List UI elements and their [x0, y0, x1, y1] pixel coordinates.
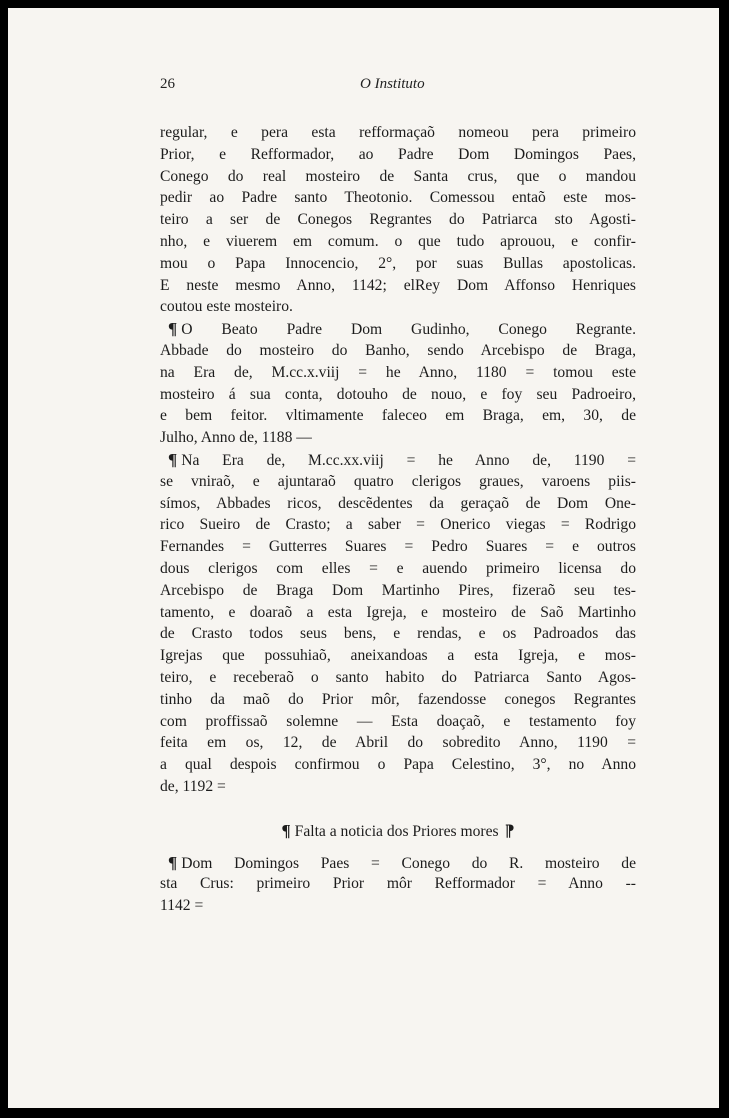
text-line: Julho, Anno de, 1188 — [160, 429, 312, 447]
text-line: com proffissaõ solemne — Esta doaçaõ, e testamento foy [160, 712, 636, 730]
page-number: 26 [160, 76, 175, 92]
text-line [160, 449, 636, 471]
text-line-content: Dom Domingos Paes = Conego do R. mosteiro de [181, 854, 636, 872]
text-line: mosteiro á sua conta, dotouho de nouo, e foy seu Padroeiro, [160, 385, 636, 403]
text-line-content: Na Era de, M.cc.xx.viij = he Anno de, 1190 = [181, 451, 636, 469]
pilcrow-mark: ¶ [168, 852, 176, 872]
text-line: mou o Papa Innocencio, 2°, por suas Bullas apostolicas. [160, 254, 636, 272]
text-line: a qual despois confirmou o Papa Celestino, 3°, no Anno [160, 756, 636, 774]
text-line: Igrejas que possuhiaõ, aneixandoas a esta Igreja, e mos- [160, 647, 636, 665]
running-head [160, 76, 635, 100]
text-line: se vniraõ, e ajuntaraõ quatro clerigos graues, varoens piis- [160, 472, 636, 490]
paragraph [160, 318, 636, 449]
text-line: Arcebispo de Braga Dom Martinho Pires, fizeraõ seu tes- [160, 581, 636, 599]
section-note [160, 820, 636, 842]
text-line: na Era de, M.cc.x.viij = he Anno, 1180 = tomou este [160, 363, 636, 381]
text-line: pedir ao Padre santo Theotonio. Comessou entaõ este mos- [160, 189, 636, 207]
book-page [8, 8, 719, 1108]
text-line: teiro, e receberaõ o santo habito do Patriarca Santo Agos- [160, 668, 636, 686]
paragraph [160, 122, 636, 318]
text-line: e bem feitor. vltimamente faleceo em Braga, em, 30, de [160, 407, 636, 425]
text-line: feita em os, 12, de Abril do sobredito Anno, 1190 = [160, 734, 636, 752]
text-line: tinho da maõ do Prior môr, fazendosse conegos Regrantes [160, 690, 636, 708]
paragraph [160, 852, 636, 917]
pilcrow-mark: ¶ [281, 820, 289, 840]
text-line: teiro a ser de Conegos Regrantes do Patriarca sto Agosti- [160, 211, 636, 229]
text-line [160, 318, 636, 340]
pilcrow-mark: ¶ [168, 319, 176, 339]
text-line: regular, e pera esta refformaçaõ nomeou pera primeiro [160, 124, 636, 141]
text-line: de, 1192 = [160, 777, 226, 795]
text-line: Abbade do mosteiro do Banho, sendo Arcebispo de Braga, [160, 341, 636, 359]
text-line: Conego do real mosteiro de Santa crus, que o mandou [160, 167, 636, 185]
text-line: 1142 = [160, 897, 204, 915]
text-line: coutou este mosteiro. [160, 298, 293, 316]
text-line: E neste mesmo Anno, 1142; elRey Dom Affonso Henriques [160, 276, 636, 294]
text-line: símos, Abbades ricos, descẽdentes da geraçaõ de Dom One- [160, 494, 636, 512]
body-text [160, 122, 636, 917]
text-line [160, 820, 636, 842]
end-mark: ⁋ [504, 822, 515, 840]
journal-title: O Instituto [360, 76, 425, 92]
text-line: dous clerigos com elles = e auendo primeiro licensa do [160, 559, 636, 577]
pilcrow-mark: ¶ [168, 449, 176, 469]
text-line: sta Crus: primeiro Prior môr Refformador = Anno -- [160, 875, 636, 893]
text-line: de Crasto todos seus bens, e rendas, e os Padroados das [160, 625, 636, 643]
text-line: tamento, e doaraõ a esta Igreja, e mosteiro de Saõ Martinho [160, 603, 636, 621]
text-line: rico Sueiro de Crasto; a saber = Onerico viegas = Rodrigo [160, 516, 636, 534]
text-line-content: O Beato Padre Dom Gudinho, Conego Regrante. [181, 321, 636, 339]
text-line: Prior, e Refformador, ao Padre Dom Domingos Paes, [160, 145, 636, 163]
paragraph [160, 449, 636, 798]
text-line: nho, e viuerem em comum. o que tudo aprouou, e confir- [160, 232, 636, 250]
text-line: Fernandes = Gutterres Suares = Pedro Suares = e outros [160, 538, 636, 556]
section-note-text: Falta a noticia dos Priores mores [294, 822, 499, 840]
text-line [160, 852, 636, 874]
